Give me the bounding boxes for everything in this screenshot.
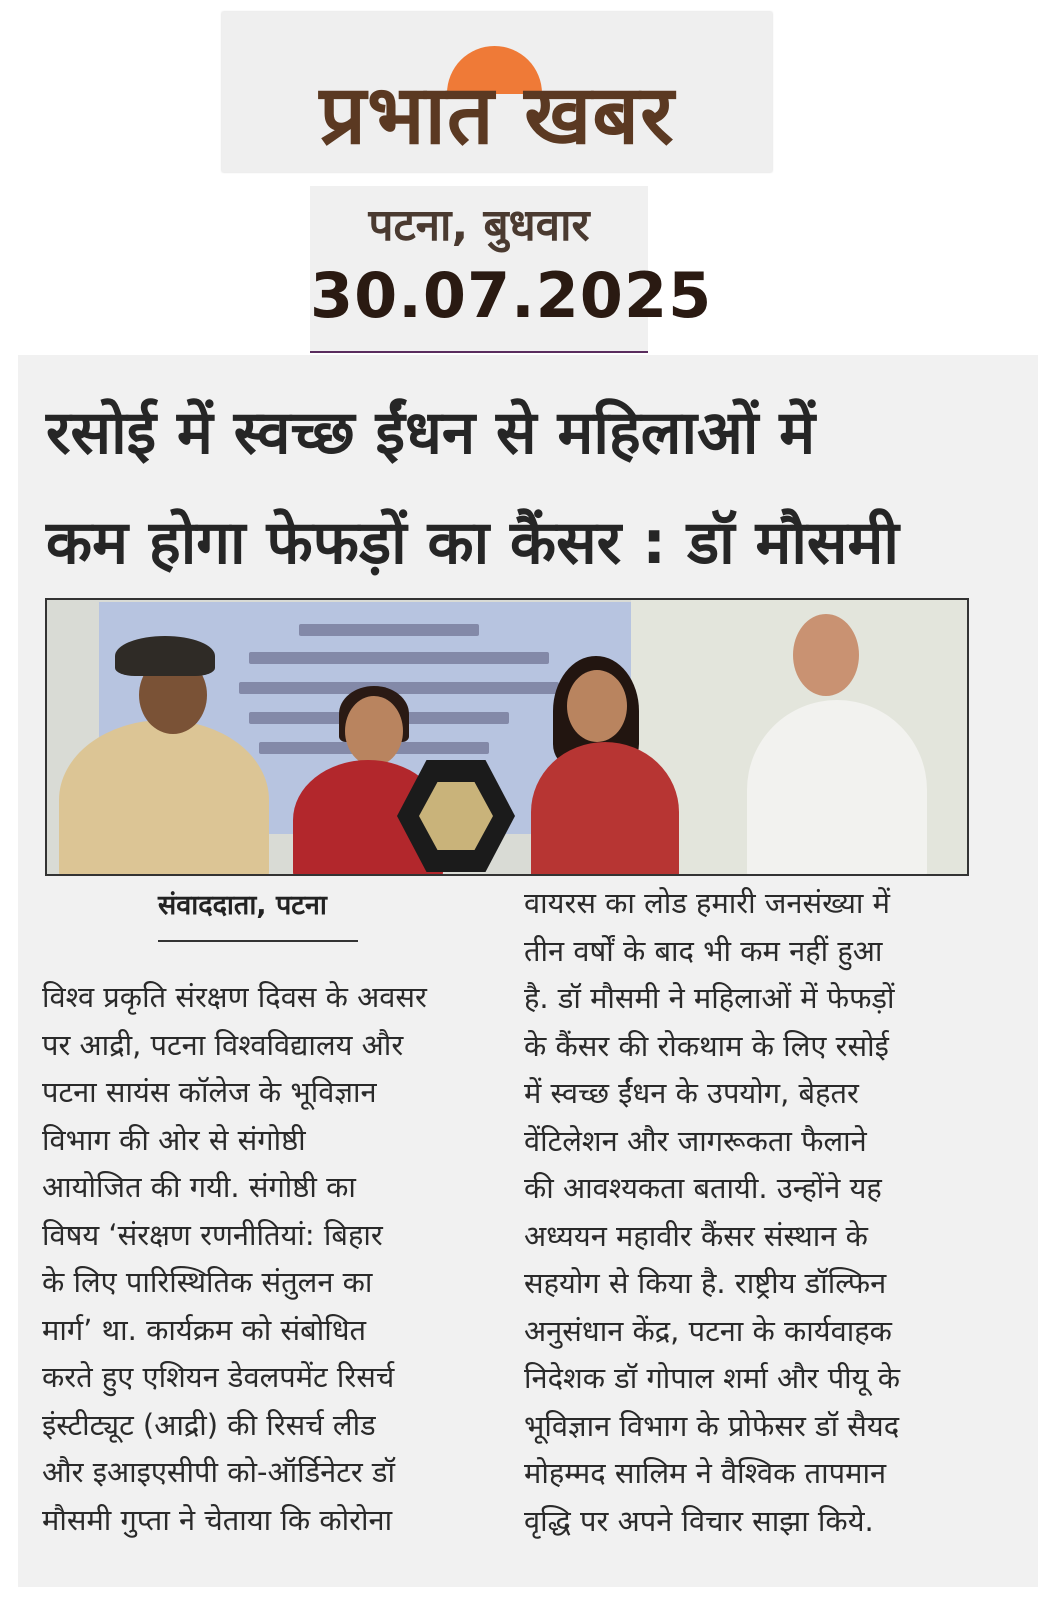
text-line: विषय ‘संरक्षण रणनीतियां: बिहार	[42, 1217, 383, 1252]
text-line: विश्व प्रकृति संरक्षण दिवस के अवसर	[42, 980, 427, 1014]
headline	[46, 378, 1006, 598]
text-line: पर आद्री, पटना विश्वविद्यालय और	[42, 1027, 404, 1062]
masthead	[222, 12, 772, 172]
person-3	[531, 742, 679, 876]
text-line: अध्ययन महावीर कैंसर संस्थान के	[524, 1218, 868, 1253]
text-line: तीन वर्षों के बाद भी कम नहीं हुआ	[524, 933, 883, 968]
text-line: भूविज्ञान विभाग के प्रोफेसर डॉ सैयद	[524, 1408, 900, 1443]
text-line: करते हुए एशियन डेवलपमेंट रिसर्च	[42, 1360, 395, 1394]
article-column-right	[524, 880, 984, 1545]
text-line: वायरस का लोड हमारी जनसंख्या में	[524, 886, 890, 920]
text-line: मौसमी गुप्ता ने चेताया कि कोरोना	[42, 1502, 393, 1537]
byline: संवाददाता, पटना	[158, 890, 327, 921]
hat	[115, 636, 215, 676]
text-line: वेंटिलेशन और जागरूकता फैलाने	[524, 1123, 867, 1158]
dateline	[310, 186, 713, 353]
newspaper-name: प्रभात खबर	[319, 68, 675, 163]
text-line: अनुसंधान केंद्र, पटना के कार्यवाहक	[524, 1313, 892, 1348]
text-line: वृद्धि पर अपने विचार साझा किये.	[524, 1503, 874, 1538]
headline-line-2: कम होगा फेफड़ों का कैंसर : डॉ मौसमी	[46, 508, 899, 578]
text-line: विभाग की ओर से संगोष्ठी	[42, 1122, 306, 1157]
text-line: निदेशक डॉ गोपाल शर्मा और पीयू के	[524, 1361, 900, 1395]
publication-date: 30.07.2025	[310, 259, 713, 332]
text-line: आयोजित की गयी. संगोष्ठी का	[42, 1170, 356, 1204]
text-line: पटना सायंस कॉलेज के भूविज्ञान	[42, 1075, 377, 1109]
text-line: के कैंसर की रोकथाम के लिए रसोई	[524, 1028, 889, 1063]
person-1	[59, 720, 269, 876]
place-day: पटना, बुधवार	[368, 200, 590, 251]
byline-divider	[158, 940, 358, 942]
person-2-head	[345, 696, 403, 766]
event-photo	[45, 598, 969, 876]
text-line: है. डॉ मौसमी ने महिलाओं में फेफड़ों	[524, 981, 895, 1015]
text-line: के लिए पारिस्थितिक संतुलन का	[42, 1265, 373, 1299]
person-4-head	[793, 614, 859, 696]
article-column-left	[42, 974, 482, 1544]
text-line: सहयोग से किया है. राष्ट्रीय डॉल्फिन	[524, 1266, 887, 1300]
person-4	[747, 700, 927, 876]
text-line: की आवश्यकता बतायी. उन्होंने यह	[524, 1171, 882, 1205]
person-3-head	[567, 670, 627, 742]
headline-line-1: रसोई में स्वच्छ ईंधन से महिलाओं में	[46, 398, 816, 468]
text-line: मार्ग’ था. कार्यक्रम को संबोधित	[42, 1312, 367, 1347]
text-line: और इआइएसीपी को-ऑर्डिनेटर डॉ	[42, 1455, 395, 1489]
text-line: मोहम्मद सालिम ने वैश्विक तापमान	[524, 1456, 887, 1490]
text-line: इंस्टीट्यूट (आद्री) की रिसर्च लीड	[42, 1407, 376, 1442]
text-line: में स्वच्छ ईंधन के उपयोग, बेहतर	[524, 1076, 859, 1110]
